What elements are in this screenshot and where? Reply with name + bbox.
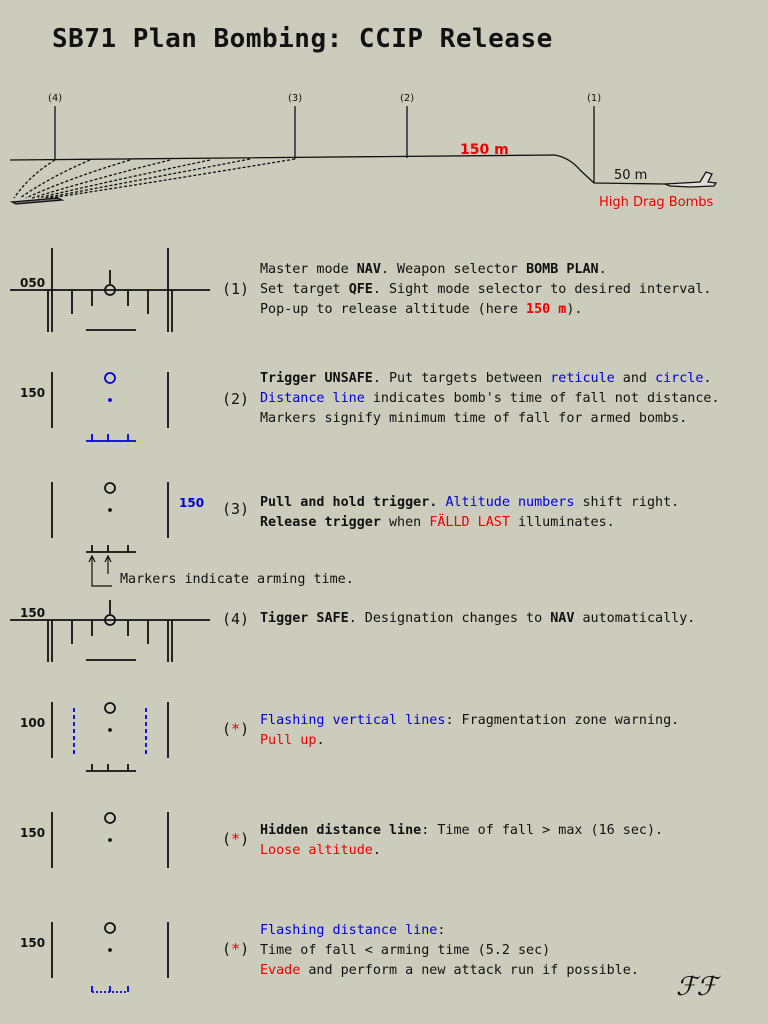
altitude-number: 150 — [20, 606, 46, 620]
description-segment: . Sight mode selector to desired interval. — [372, 282, 712, 297]
description-segment: Markers signify minimum time of fall for armed bombs. — [260, 411, 688, 426]
description-line — [260, 280, 711, 300]
step-number: (4) — [222, 610, 250, 628]
description-segment: : — [437, 923, 446, 938]
description-line — [260, 513, 679, 533]
description-segment: indicates bomb's time of fall not distance. — [364, 391, 720, 406]
description-line — [260, 300, 711, 320]
step-number: (2) — [222, 390, 250, 408]
description-segment: . Weapon selector — [380, 262, 527, 277]
description-segment: QFE — [348, 282, 373, 297]
bomb-type-label: High Drag Bombs — [599, 195, 714, 210]
step-4-description — [260, 609, 695, 629]
description-segment: Hidden distance line — [260, 823, 422, 838]
description-segment: Master mode — [260, 262, 357, 277]
step-2-description — [260, 369, 720, 429]
warning-flashing-line-description — [260, 921, 639, 981]
warning-hidden-line-description — [260, 821, 663, 861]
altitude-number: 100 — [20, 716, 46, 730]
description-segment: Altitude numbers — [445, 495, 575, 510]
description-segment: : Time of fall > max (16 sec). — [421, 823, 664, 838]
warning-number: (*) — [222, 720, 250, 738]
description-segment: when — [380, 515, 430, 530]
description-segment: . — [372, 843, 381, 858]
description-line — [260, 921, 639, 941]
description-line — [260, 961, 639, 981]
altitude-number: 150 — [20, 936, 46, 950]
release-altitude-label: 150 m — [460, 142, 509, 158]
description-line — [260, 731, 679, 751]
description-segment: Tigger SAFE — [260, 611, 349, 626]
description-segment: . — [316, 733, 325, 748]
description-segment: FÄLLD LAST — [429, 515, 510, 530]
profile-marker-3: (3) — [288, 93, 303, 104]
arming-markers-note: Markers indicate arming time. — [120, 572, 354, 587]
altitude-number-shifted: 150 — [179, 496, 205, 510]
description-segment: circle — [655, 371, 704, 386]
distance-label: 50 m — [614, 168, 648, 183]
description-line — [260, 609, 695, 629]
description-segment: Pull up — [260, 733, 317, 748]
description-segment: Pull and hold trigger. — [260, 495, 438, 510]
description-segment: automatically. — [574, 611, 696, 626]
description-segment: shift right. — [574, 495, 680, 510]
description-segment: Set target — [260, 282, 349, 297]
warning-number: (*) — [222, 830, 250, 848]
description-segment: : Fragmentation zone warning. — [445, 713, 680, 728]
description-segment: Flashing vertical lines — [260, 713, 446, 728]
description-segment: and — [614, 371, 656, 386]
description-segment: Pop-up to release altitude (here — [260, 302, 527, 317]
description-segment: Distance line — [260, 391, 365, 406]
description-line — [260, 409, 720, 429]
description-line — [260, 821, 663, 841]
altitude-number: 150 — [20, 826, 46, 840]
description-segment: NAV — [356, 262, 381, 277]
description-line — [260, 711, 679, 731]
warning-number: (*) — [222, 940, 250, 958]
description-segment: . Designation changes to — [348, 611, 551, 626]
description-segment: and perform a new attack run if possible. — [300, 963, 639, 978]
warning-fragmentation-description — [260, 711, 679, 751]
description-segment: . Put targets between — [372, 371, 551, 386]
altitude-number: 150 — [20, 386, 46, 400]
step-3-description — [260, 493, 679, 533]
description-line — [260, 941, 639, 961]
step-number: (3) — [222, 500, 250, 518]
profile-marker-4: (4) — [48, 93, 63, 104]
step-number: (1) — [222, 280, 250, 298]
description-segment: reticule — [550, 371, 615, 386]
description-segment: 150 m — [526, 302, 567, 317]
description-segment: ). — [566, 302, 583, 317]
author-signature: ℱℱ — [676, 972, 717, 1002]
description-segment: Time of fall < arming time (5.2 sec) — [260, 943, 551, 958]
altitude-number: 050 — [20, 276, 46, 290]
profile-marker-2: (2) — [400, 93, 415, 104]
step-1-description — [260, 260, 711, 320]
description-segment: Evade — [260, 963, 301, 978]
description-line — [260, 260, 711, 280]
description-segment: NAV — [550, 611, 575, 626]
description-segment: Release trigger — [260, 515, 381, 530]
description-line — [260, 389, 720, 409]
description-segment: . — [703, 371, 712, 386]
profile-marker-1: (1) — [587, 93, 602, 104]
description-line — [260, 841, 663, 861]
description-segment: Trigger UNSAFE — [260, 371, 373, 386]
description-segment: illuminates. — [509, 515, 615, 530]
description-line — [260, 493, 679, 513]
description-segment: Loose altitude — [260, 843, 373, 858]
page-title: SB71 Plan Bombing: CCIP Release — [52, 24, 553, 54]
description-segment: Flashing distance line — [260, 923, 438, 938]
description-segment: BOMB PLAN — [526, 262, 599, 277]
description-line — [260, 369, 720, 389]
description-segment: . — [598, 262, 607, 277]
